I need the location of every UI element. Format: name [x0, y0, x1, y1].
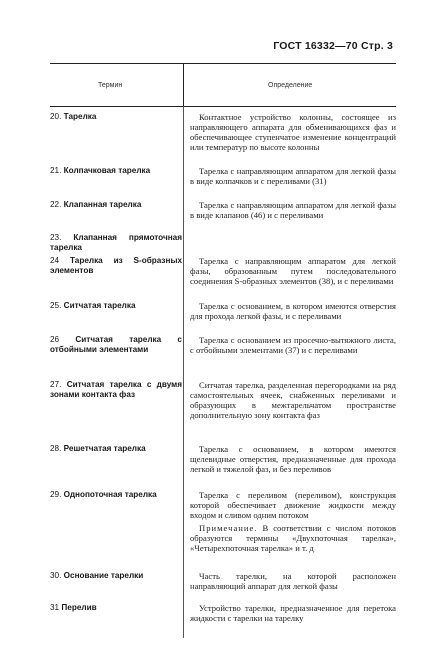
definition-28: Тарелка с основанием, в котором имеются щелевидные отверстия, предназначенные для прохода легкой и тяжелой фаз, и без переливов — [190, 444, 396, 474]
definition-31: Устройство тарелки, предназначенное для перетока жидкости с тарелки на тарелку — [190, 603, 396, 623]
page-header — [273, 40, 393, 52]
term-30: 30. Основание тарелки — [50, 571, 144, 580]
term-20 — [50, 112, 182, 122]
definition-30: Часть тарелки, на которой расположен направляющий аппарат для легкой фазы — [190, 571, 396, 591]
column-header-definition: Определение — [268, 82, 313, 89]
definition-25: Тарелка с основанием, в котором имеются отверстия для прохода легкой фазы, и с переливами — [190, 301, 396, 321]
page-number: 3 — [386, 40, 393, 52]
definition-27: Ситчатая тарелка, разделенная перегородками на ряд самостоятельных ячеек, снабженных переливами и образующих в межтарельчатом пространстве дополнительную зону контакта фаз — [190, 380, 396, 420]
term-25: 25. Ситчатая тарелка — [50, 301, 136, 310]
term-29: 29. Однопоточная тарелка — [50, 490, 157, 499]
term-number: 20. — [50, 112, 62, 121]
definition-24: Тарелка с направляющим аппаратом для легкой фазы, образованным путем последовательного соединения S-образных элементов (38), и с переливами — [190, 256, 396, 286]
note-label: Примечание. — [199, 523, 258, 533]
note-text: В соответствии с числом потоков образуются термины «Двухпоточная тарелка», «Четырехпоточная тарелка» и т. д — [190, 523, 397, 553]
column-divider-body — [183, 106, 184, 638]
definition-29-note — [190, 523, 396, 553]
term-22: 22. Клапанная тарелка — [50, 200, 142, 209]
standard-number: ГОСТ 16332—70 — [273, 40, 358, 52]
terms-table — [50, 63, 396, 638]
definition-26: Тарелка с основанием из просечно-вытяжного листа, с отбойными элементами (37) и с переливами — [190, 335, 396, 355]
term-text: Тарелка — [63, 112, 97, 121]
term-26: 26 Ситчатая тарелка с отбойными элементами — [50, 335, 182, 354]
table-header-rule — [50, 106, 396, 107]
term-28: 28. Решетчатая тарелка — [50, 444, 146, 453]
term-31: 31 Перелив — [50, 603, 97, 612]
definition-20: Контактное устройство колонны, состоящее из направляющего аппарата для обменивающихся фаз и обеспечивающее ступенчатое изменение концентраций или температур по высоте колонны — [190, 112, 396, 152]
definition-29: Тарелка с переливом (переливом), конструкция которой обеспечивает движение жидкости между входом и сливом одним потоком Примечание. В соответствии с числом потоков образуются термины «Двухпоточная тарелка», «Четырехпоточная тарелка» и т. д — [190, 490, 397, 553]
definition-22: Тарелка с направляющим аппаратом для легкой фазы в виде клапанов (46) и с переливами — [190, 200, 396, 220]
column-divider-header — [183, 63, 184, 106]
column-header-term: Термин — [98, 82, 123, 89]
term-27: 27. Ситчатая тарелка с двумя зонами контакта фаз — [50, 380, 182, 399]
page-label: Стр. — [360, 40, 384, 52]
table-top-rule — [50, 63, 396, 64]
term-23: 23. Клапанная прямоточная тарелка — [50, 233, 183, 252]
definition-21: Тарелка с направляющим аппаратом для легкой фазы в виде колпачков и с переливами (31) — [190, 166, 396, 186]
term-24: 24 Тарелка из S-образных элементов — [50, 256, 182, 275]
term-21: 21. Колпачковая тарелка — [50, 166, 151, 175]
